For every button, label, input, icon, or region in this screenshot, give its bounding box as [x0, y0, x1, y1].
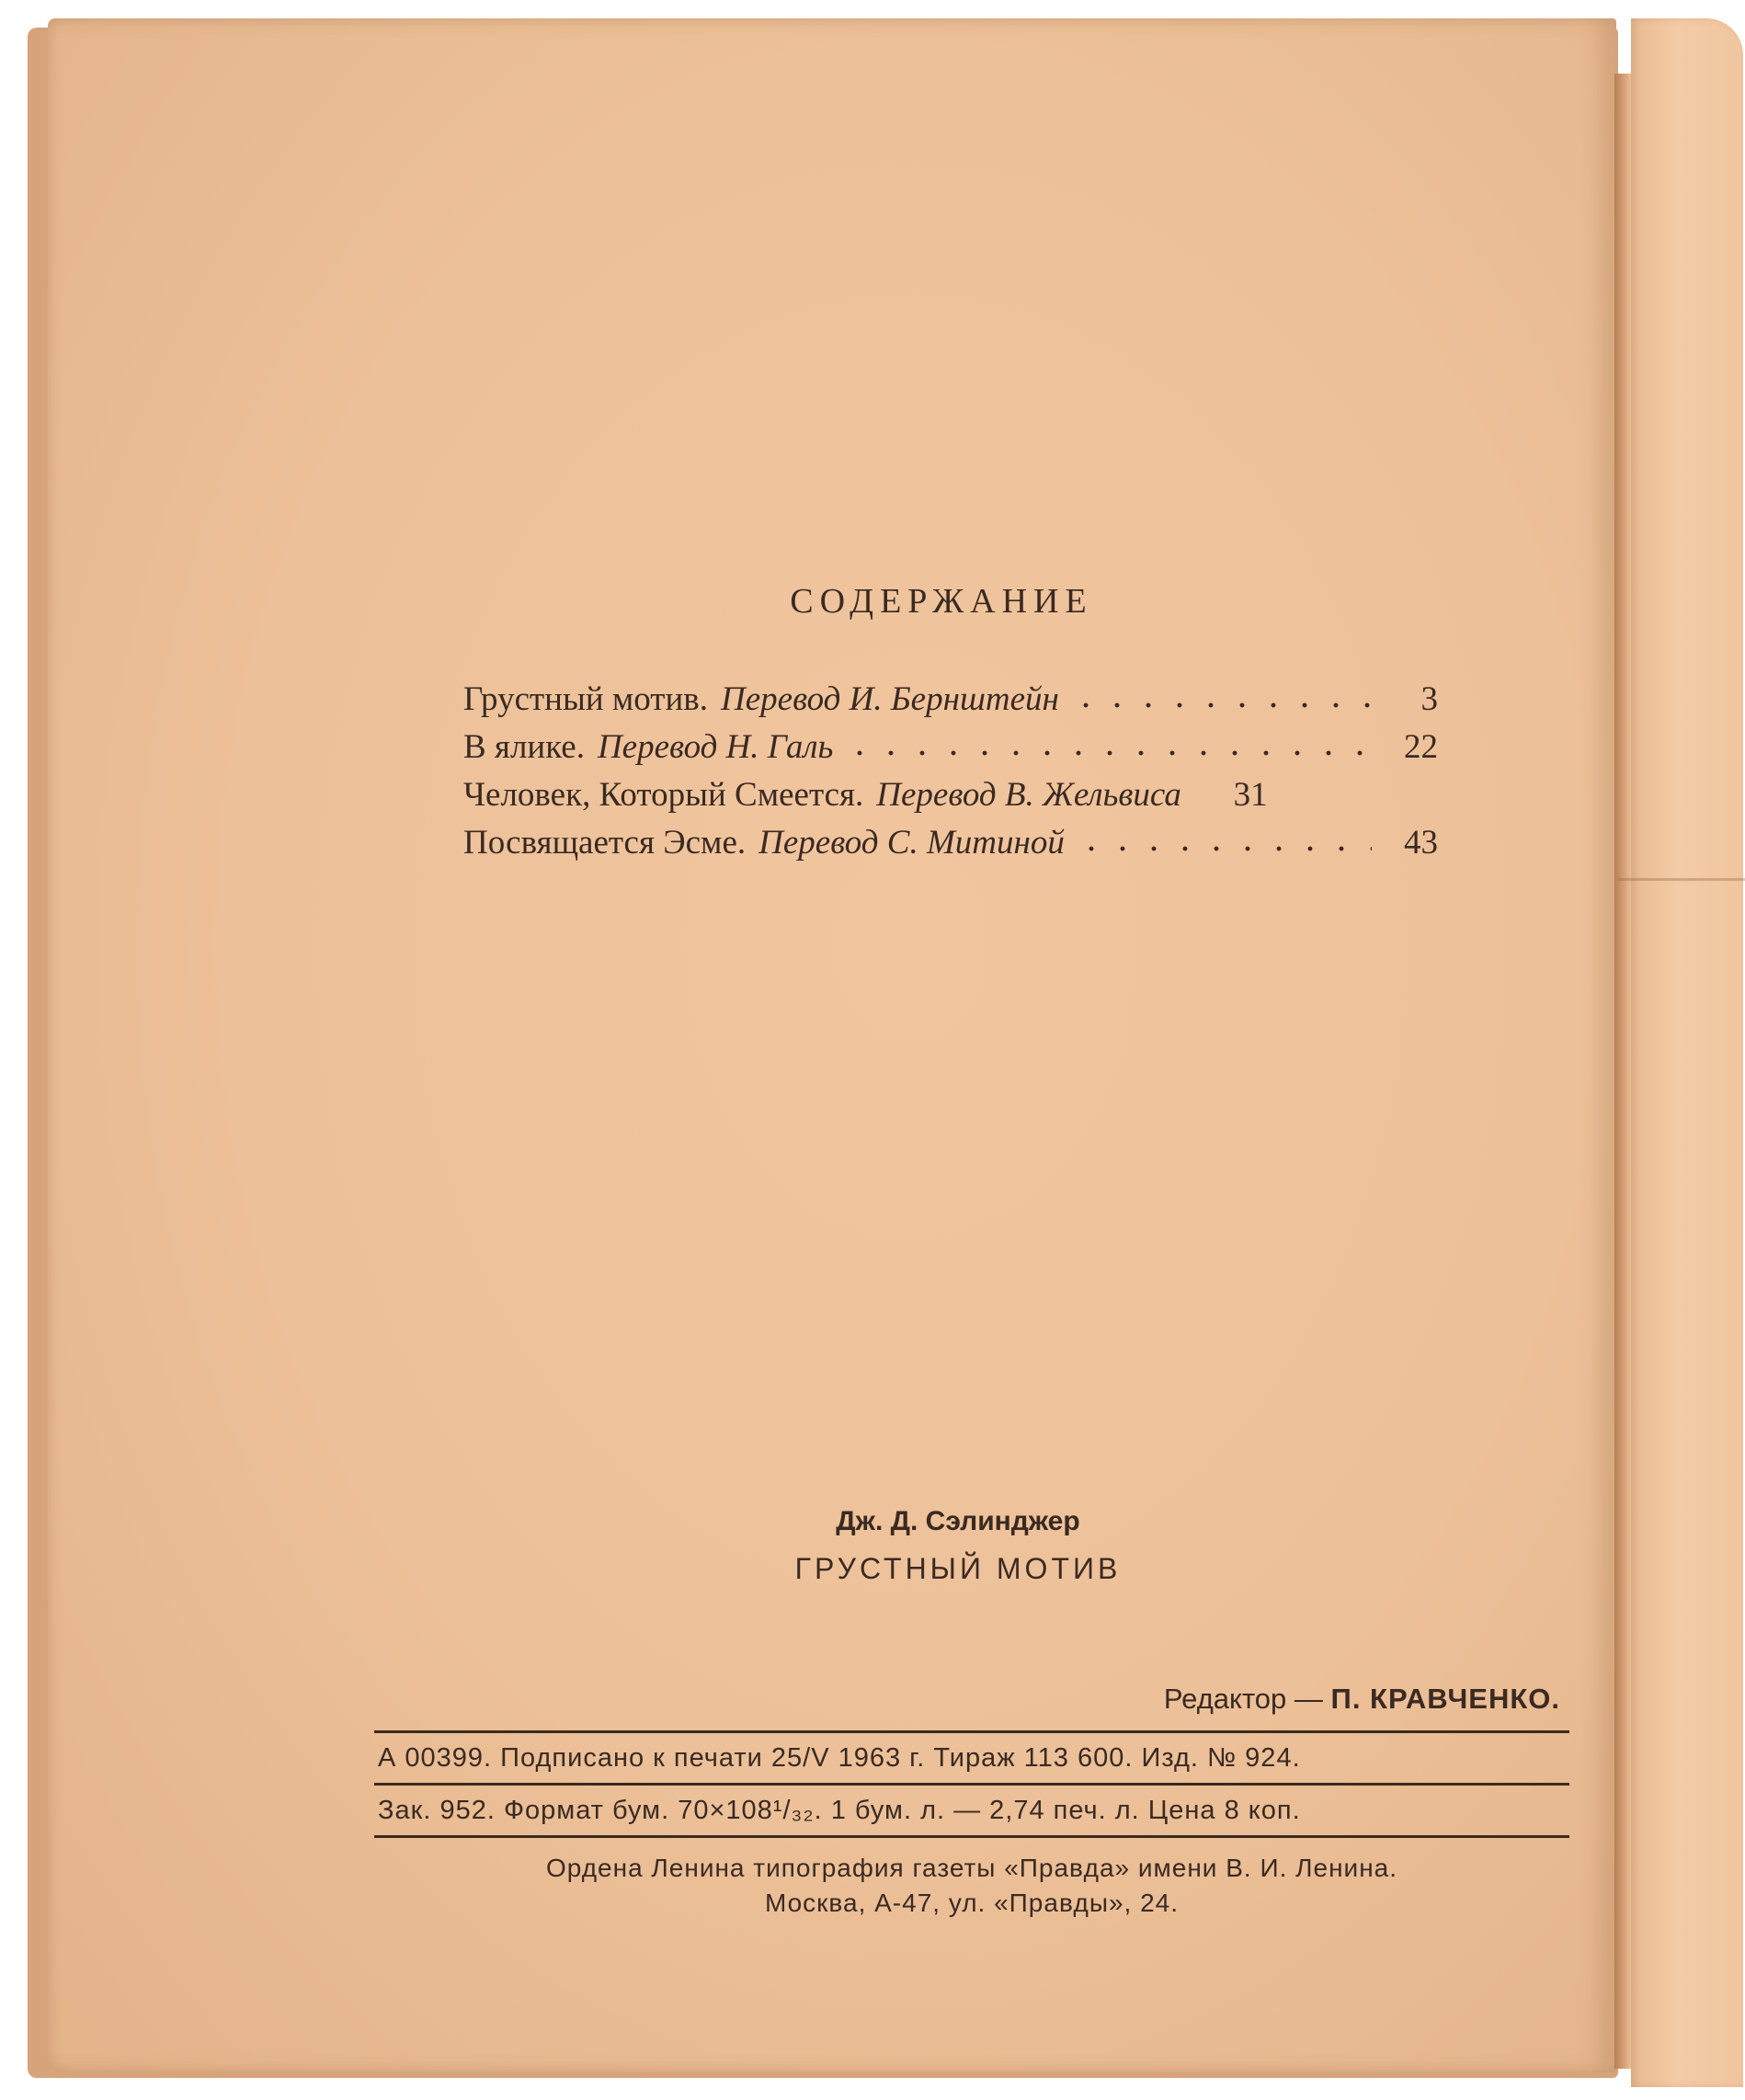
editor-label: Редактор —: [1163, 1683, 1323, 1715]
toc-entry-page: 43: [1404, 824, 1438, 862]
dot-leader: [1070, 701, 1372, 710]
toc-entry-translator: Перевод И. Бернштейн: [721, 680, 1059, 718]
imprint-block: [374, 1683, 1569, 1921]
book-gutter: [1614, 74, 1633, 2069]
contents-heading: СОДЕРЖАНИЕ: [790, 582, 1093, 621]
printer-line-1: Ордена Ленина типография газеты «Правда» имени В. И. Ленина.: [545, 1854, 1398, 1882]
toc-entry: [463, 724, 1438, 771]
editor-line: [374, 1683, 1569, 1730]
toc-entry-title: Посвящается Эсме.: [463, 824, 747, 862]
colophon-title: ГРУСТНЫЙ МОТИВ: [794, 1552, 1122, 1585]
toc-entry: [463, 676, 1438, 724]
dot-leader: [1192, 796, 1202, 805]
book-page: [48, 18, 1616, 2072]
toc-entry-title: В ялике.: [463, 728, 585, 766]
facing-page-edge: [1631, 18, 1743, 2087]
colophon-author: Дж. Д. Сэлинджер: [836, 1506, 1080, 1536]
facing-page-fold: [1618, 878, 1745, 881]
toc-entry-title: Грустный мотив.: [463, 680, 708, 718]
toc-entry-page: 31: [1233, 776, 1268, 814]
editor-name: П. КРАВЧЕНКО.: [1330, 1683, 1560, 1715]
printer-line-2: Москва, А-47, ул. «Правды», 24.: [764, 1889, 1180, 1917]
imprint-line-2: Зак. 952. Формат бум. 70×108¹/₃₂. 1 бум. л. — 2,74 печ. л. Цена 8 коп.: [378, 1796, 1301, 1825]
toc-entry: [463, 819, 1438, 867]
book: [28, 18, 1745, 2087]
imprint-line-1: А 00399. Подписано к печати 25/V 1963 г. Тираж 113 600. Изд. № 924.: [378, 1743, 1301, 1773]
toc-entry-translator: Перевод Н. Галь: [597, 728, 834, 766]
toc-entry-page: 22: [1404, 728, 1438, 766]
toc-entry-translator: Перевод С. Митиной: [758, 824, 1065, 862]
imprint-rule: [374, 1835, 1569, 1838]
toc-entry-translator: Перевод В. Жельвиса: [876, 776, 1181, 814]
toc-entry: [463, 771, 1438, 819]
dot-leader: [1076, 844, 1372, 853]
printer-info: [374, 1851, 1569, 1921]
table-of-contents: [463, 676, 1438, 867]
dot-leader: [844, 748, 1372, 758]
toc-entry-page: 3: [1420, 680, 1438, 718]
toc-entry-title: Человек, Который Смеется.: [463, 776, 864, 814]
